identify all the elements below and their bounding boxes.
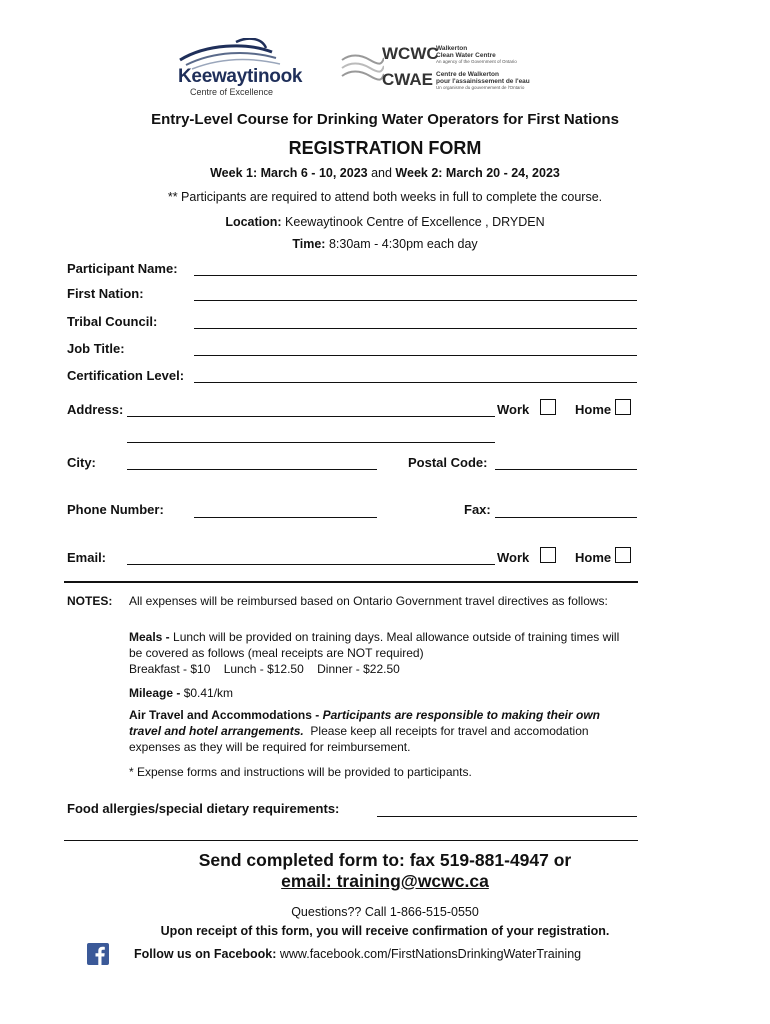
city-input[interactable] — [127, 469, 377, 470]
address-input-line1[interactable] — [127, 416, 495, 417]
address-input-line2[interactable] — [127, 442, 495, 443]
food-allergies-label: Food allergies/special dietary requirements: — [67, 801, 340, 816]
facebook-icon[interactable] — [87, 943, 109, 965]
tribal-council-label: Tribal Council: — [67, 314, 158, 329]
time-label: Time: — [292, 237, 326, 251]
email-work-label: Work — [497, 550, 530, 565]
address-work-checkbox[interactable] — [540, 399, 556, 415]
facebook-label: Follow us on Facebook: — [134, 947, 277, 961]
air-travel-note — [129, 707, 629, 755]
week2-dates: Week 2: March 20 - 24, 2023 — [395, 166, 560, 180]
wcwc-line2: Clean Water Centre — [436, 52, 496, 59]
food-allergies-input-line2[interactable] — [64, 840, 638, 841]
notes-intro: All expenses will be reimbursed based on Ontario Government travel directives as follows: — [129, 594, 608, 608]
email-home-label: Home — [575, 550, 612, 565]
address-work-label: Work — [497, 402, 530, 417]
section-divider — [64, 581, 638, 583]
course-title: Entry-Level Course for Drinking Water Operators for First Nations — [151, 111, 619, 128]
postal-code-label: Postal Code: — [408, 455, 488, 470]
keewaytinook-wordmark: Keewaytinook — [178, 66, 303, 87]
air-travel-emphasis: Participants are responsible to making their own travel and hotel arrangements. — [129, 708, 600, 738]
email-home-checkbox[interactable] — [615, 547, 631, 563]
confirmation-line: Upon receipt of this form, you will receive confirmation of your registration. — [160, 924, 610, 938]
postal-code-input[interactable] — [495, 469, 637, 470]
keewaytinook-logo — [176, 38, 306, 98]
email-work-checkbox[interactable] — [540, 547, 556, 563]
fax-label: Fax: — [464, 502, 491, 517]
facebook-line — [134, 947, 581, 961]
meals-label: Meals - — [129, 630, 170, 644]
location-value: Keewaytinook Centre of Excellence , DRYDEN — [281, 215, 545, 229]
air-travel-text: Please keep all receipts for travel and accomodation expenses as they will be required for reimbursement. — [129, 724, 592, 754]
water-wave-icon — [340, 46, 384, 92]
first-nation-input[interactable] — [194, 300, 637, 301]
location-line — [0, 215, 770, 229]
job-title-input[interactable] — [194, 355, 637, 356]
address-home-label: Home — [575, 402, 612, 417]
participant-name-label: Participant Name: — [67, 261, 178, 276]
form-title: REGISTRATION FORM — [288, 138, 482, 158]
meals-note — [129, 629, 629, 677]
wcwc-line1: Walkerton — [436, 45, 468, 52]
cwae-line2: pour l'assainissement de l'eau — [436, 78, 530, 85]
send-form-line1: Send completed form to: fax 519-881-4947 or — [198, 850, 572, 870]
cwae-line3: Un organisme du gouvernement de l'Ontario — [436, 85, 525, 90]
expense-forms-note: * Expense forms and instructions will be provided to participants. — [129, 765, 472, 779]
wcwc-logo — [340, 44, 530, 100]
city-label: City: — [67, 455, 96, 470]
address-label: Address: — [67, 402, 124, 417]
meals-text: Lunch will be provided on training days. Meal allowance outside of training times will be covered as follows (meal receipts are NOT required) — [129, 630, 620, 660]
facebook-f-glyph — [87, 943, 109, 965]
food-allergies-input-line1[interactable] — [377, 816, 637, 817]
cwae-line1: Centre de Walkerton — [436, 71, 499, 78]
certification-level-label: Certification Level: — [67, 368, 185, 383]
time-value: 8:30am - 4:30pm each day — [325, 237, 478, 251]
wcwc-wordmark: WCWC — [382, 44, 439, 63]
tribal-council-input[interactable] — [194, 328, 637, 329]
mileage-label: Mileage - — [129, 686, 181, 700]
notes-label: NOTES: — [67, 594, 113, 608]
phone-input[interactable] — [194, 517, 377, 518]
phone-label: Phone Number: — [67, 502, 164, 517]
attendance-note: ** Participants are required to attend both weeks in full to complete the course. — [167, 190, 603, 204]
wcwc-line3: An agency of the Government of Ontario — [436, 59, 517, 64]
week1-dates: Week 1: March 6 - 10, 2023 — [210, 166, 368, 180]
air-travel-label: Air Travel and Accommodations - — [129, 708, 320, 722]
fax-input[interactable] — [495, 517, 637, 518]
email-label: Email: — [67, 550, 107, 565]
course-dates — [0, 166, 770, 180]
first-nation-label: First Nation: — [67, 286, 144, 301]
facebook-url[interactable]: www.facebook.com/FirstNationsDrinkingWaterTraining — [276, 947, 582, 961]
location-label: Location: — [225, 215, 282, 229]
keewaytinook-subtitle: Centre of Excellence — [190, 87, 274, 97]
certification-level-input[interactable] — [194, 382, 637, 383]
meals-rates: Breakfast - $10 Lunch - $12.50 Dinner - $22.50 — [129, 662, 400, 676]
send-form-email[interactable]: email: training@wcwc.ca — [281, 871, 489, 891]
email-input[interactable] — [127, 564, 495, 565]
mileage-note — [129, 685, 629, 701]
questions-line: Questions?? Call 1-866-515-0550 — [291, 905, 479, 919]
mileage-text: $0.41/km — [180, 686, 234, 700]
address-home-checkbox[interactable] — [615, 399, 631, 415]
participant-name-input[interactable] — [194, 275, 637, 276]
dates-and: and — [367, 166, 396, 180]
cwae-wordmark: CWAE — [382, 70, 433, 89]
job-title-label: Job Title: — [67, 341, 125, 356]
time-line — [0, 237, 770, 251]
